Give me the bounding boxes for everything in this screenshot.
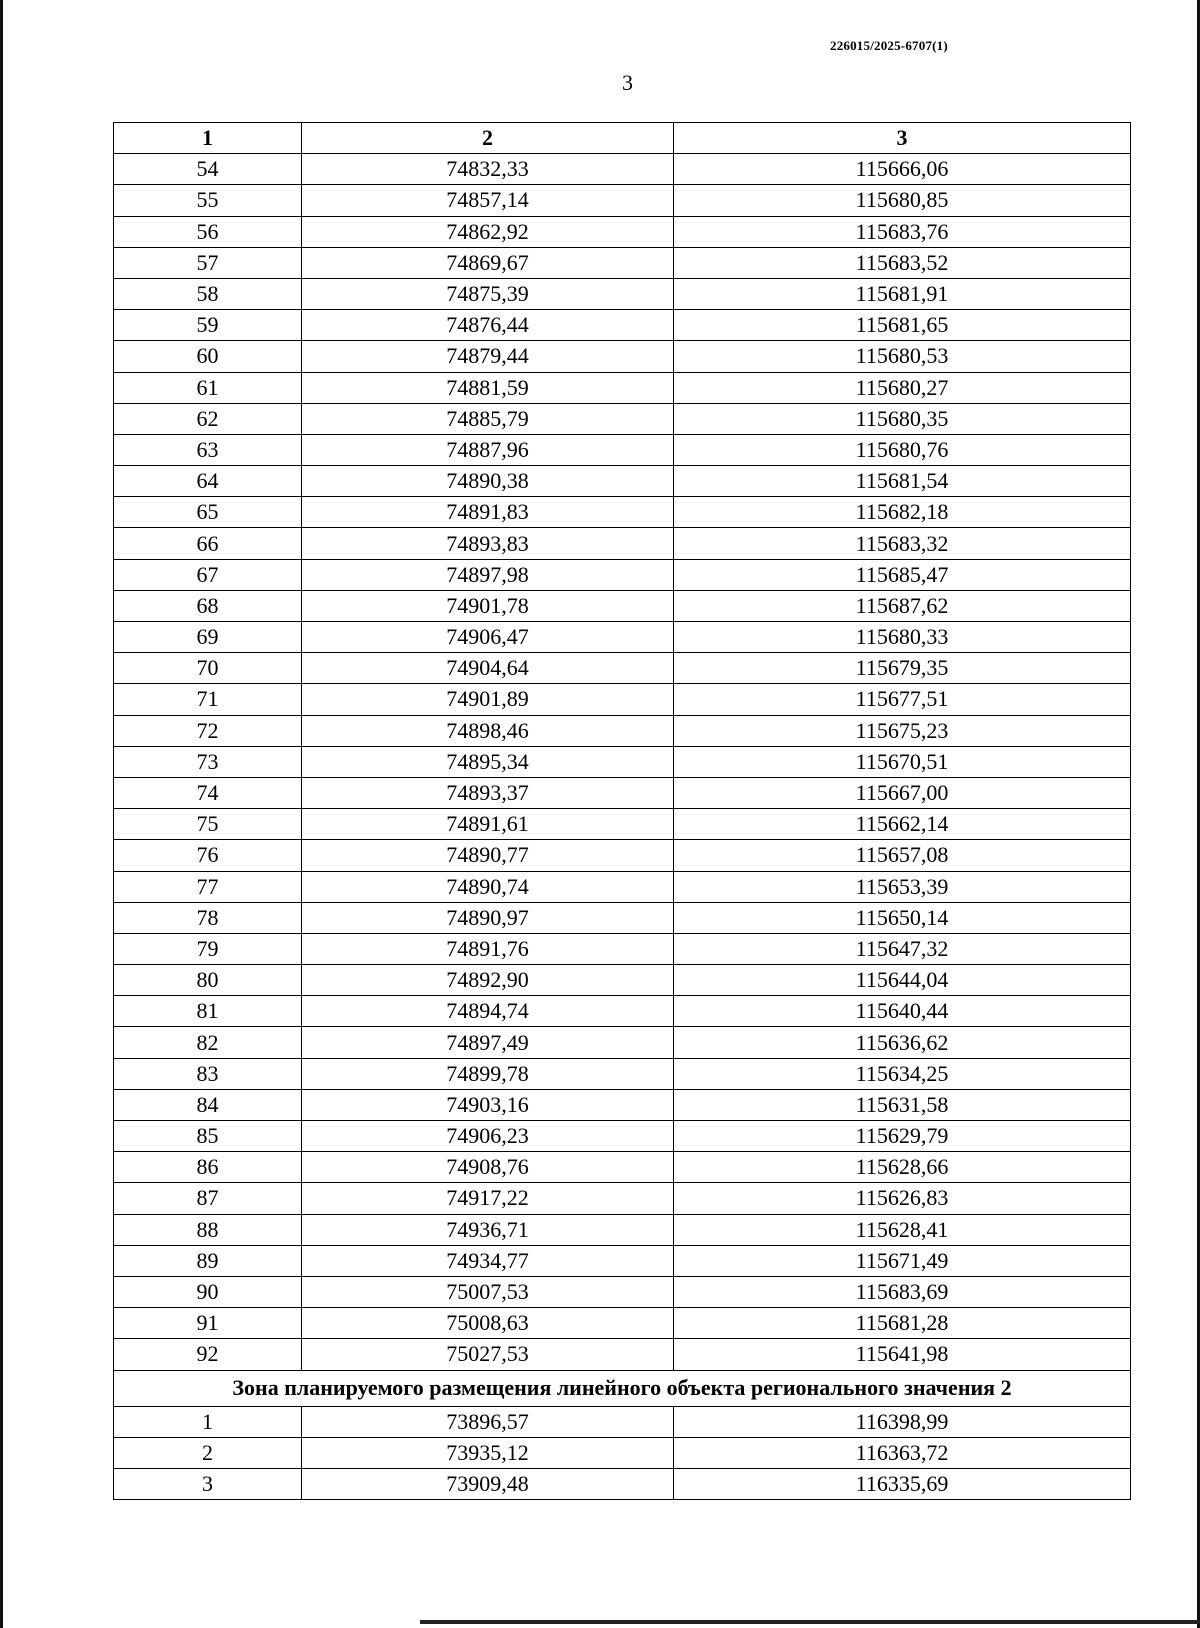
scan-bottom-line	[420, 1620, 1200, 1624]
column-header-x: 2	[302, 123, 674, 154]
table-row	[114, 559, 1131, 590]
cell-coordinate-y: 115670,51	[674, 746, 1131, 777]
cell-coordinate-x: 75008,63	[302, 1308, 674, 1339]
cell-point-number: 88	[114, 1214, 302, 1245]
cell-coordinate-y: 115680,76	[674, 434, 1131, 465]
table-row	[114, 1152, 1131, 1183]
table-row	[114, 653, 1131, 684]
table-row	[114, 1245, 1131, 1276]
cell-coordinate-x: 74901,89	[302, 684, 674, 715]
cell-coordinate-y: 115641,98	[674, 1339, 1131, 1370]
table-row	[114, 590, 1131, 621]
table-row	[114, 310, 1131, 341]
table-row	[114, 871, 1131, 902]
cell-coordinate-y: 115681,28	[674, 1308, 1131, 1339]
zone-heading: Зона планируемого размещения линейного объекта регионального значения 2	[114, 1370, 1131, 1406]
cell-coordinate-x: 73909,48	[302, 1468, 674, 1499]
cell-point-number: 60	[114, 341, 302, 372]
cell-point-number: 81	[114, 996, 302, 1027]
cell-point-number: 54	[114, 154, 302, 185]
cell-coordinate-y: 115681,91	[674, 278, 1131, 309]
cell-coordinate-x: 74934,77	[302, 1245, 674, 1276]
table-header-row	[114, 123, 1131, 154]
cell-coordinate-x: 74857,14	[302, 185, 674, 216]
cell-coordinate-y: 115628,66	[674, 1152, 1131, 1183]
cell-point-number: 92	[114, 1339, 302, 1370]
zone-heading-row	[114, 1370, 1131, 1406]
cell-coordinate-y: 115680,53	[674, 341, 1131, 372]
coordinates-table	[113, 122, 1131, 1500]
cell-coordinate-y: 115671,49	[674, 1245, 1131, 1276]
cell-coordinate-y: 115675,23	[674, 715, 1131, 746]
cell-coordinate-y: 116335,69	[674, 1468, 1131, 1499]
cell-coordinate-x: 74891,83	[302, 497, 674, 528]
cell-coordinate-x: 74890,38	[302, 466, 674, 497]
cell-coordinate-y: 115683,52	[674, 247, 1131, 278]
cell-point-number: 3	[114, 1468, 302, 1499]
cell-coordinate-y: 115628,41	[674, 1214, 1131, 1245]
cell-point-number: 82	[114, 1027, 302, 1058]
cell-point-number: 58	[114, 278, 302, 309]
cell-point-number: 79	[114, 933, 302, 964]
cell-coordinate-y: 115681,65	[674, 310, 1131, 341]
cell-coordinate-x: 74899,78	[302, 1058, 674, 1089]
table-row	[114, 185, 1131, 216]
table-row	[114, 746, 1131, 777]
cell-coordinate-y: 115680,33	[674, 622, 1131, 653]
cell-point-number: 78	[114, 902, 302, 933]
cell-coordinate-y: 116398,99	[674, 1406, 1131, 1437]
table-row	[114, 247, 1131, 278]
table-row	[114, 1308, 1131, 1339]
table-row	[114, 684, 1131, 715]
cell-coordinate-y: 116363,72	[674, 1437, 1131, 1468]
scan-edge-left	[0, 0, 3, 1628]
cell-coordinate-y: 115636,62	[674, 1027, 1131, 1058]
table-row	[114, 1214, 1131, 1245]
cell-coordinate-x: 74890,74	[302, 871, 674, 902]
table-row	[114, 902, 1131, 933]
cell-coordinate-x: 74892,90	[302, 965, 674, 996]
cell-point-number: 89	[114, 1245, 302, 1276]
cell-coordinate-y: 115647,32	[674, 933, 1131, 964]
table-row	[114, 528, 1131, 559]
cell-coordinate-x: 74891,61	[302, 809, 674, 840]
table-row	[114, 1468, 1131, 1499]
cell-coordinate-y: 115644,04	[674, 965, 1131, 996]
cell-coordinate-x: 74897,98	[302, 559, 674, 590]
cell-coordinate-x: 74869,67	[302, 247, 674, 278]
cell-coordinate-y: 115666,06	[674, 154, 1131, 185]
cell-point-number: 76	[114, 840, 302, 871]
cell-coordinate-y: 115640,44	[674, 996, 1131, 1027]
cell-coordinate-x: 74876,44	[302, 310, 674, 341]
cell-point-number: 1	[114, 1406, 302, 1437]
cell-point-number: 63	[114, 434, 302, 465]
cell-coordinate-x: 74881,59	[302, 372, 674, 403]
cell-coordinate-x: 74906,47	[302, 622, 674, 653]
cell-coordinate-y: 115683,76	[674, 216, 1131, 247]
cell-point-number: 66	[114, 528, 302, 559]
cell-coordinate-x: 74897,49	[302, 1027, 674, 1058]
cell-coordinate-y: 115629,79	[674, 1121, 1131, 1152]
cell-coordinate-y: 115680,85	[674, 185, 1131, 216]
cell-coordinate-x: 74887,96	[302, 434, 674, 465]
cell-point-number: 67	[114, 559, 302, 590]
cell-coordinate-x: 75007,53	[302, 1276, 674, 1307]
table-row	[114, 1437, 1131, 1468]
table-row	[114, 341, 1131, 372]
cell-point-number: 77	[114, 871, 302, 902]
cell-coordinate-x: 74832,33	[302, 154, 674, 185]
cell-coordinate-x: 73896,57	[302, 1406, 674, 1437]
cell-coordinate-y: 115677,51	[674, 684, 1131, 715]
cell-coordinate-x: 74875,39	[302, 278, 674, 309]
cell-coordinate-x: 74901,78	[302, 590, 674, 621]
document-id: 226015/2025-6707(1)	[830, 38, 948, 53]
table-row	[114, 434, 1131, 465]
table-row	[114, 1406, 1131, 1437]
table-row	[114, 1276, 1131, 1307]
table-row	[114, 1339, 1131, 1370]
table-row	[114, 1058, 1131, 1089]
cell-coordinate-x: 74895,34	[302, 746, 674, 777]
cell-point-number: 68	[114, 590, 302, 621]
table-row	[114, 777, 1131, 808]
cell-point-number: 87	[114, 1183, 302, 1214]
cell-coordinate-y: 115683,32	[674, 528, 1131, 559]
cell-coordinate-x: 74898,46	[302, 715, 674, 746]
cell-point-number: 86	[114, 1152, 302, 1183]
column-header-y: 3	[674, 123, 1131, 154]
cell-coordinate-y: 115667,00	[674, 777, 1131, 808]
cell-point-number: 72	[114, 715, 302, 746]
cell-coordinate-y: 115680,35	[674, 403, 1131, 434]
table-row	[114, 497, 1131, 528]
cell-coordinate-x: 74890,77	[302, 840, 674, 871]
cell-coordinate-y: 115681,54	[674, 466, 1131, 497]
table-row	[114, 933, 1131, 964]
cell-point-number: 70	[114, 653, 302, 684]
cell-coordinate-x: 74917,22	[302, 1183, 674, 1214]
cell-point-number: 71	[114, 684, 302, 715]
cell-point-number: 74	[114, 777, 302, 808]
table-row	[114, 372, 1131, 403]
cell-coordinate-x: 74893,37	[302, 777, 674, 808]
cell-point-number: 2	[114, 1437, 302, 1468]
table-body	[114, 154, 1131, 1500]
cell-coordinate-x: 74890,97	[302, 902, 674, 933]
cell-coordinate-y: 115687,62	[674, 590, 1131, 621]
cell-coordinate-y: 115631,58	[674, 1089, 1131, 1120]
cell-coordinate-x: 74891,76	[302, 933, 674, 964]
cell-coordinate-x: 74862,92	[302, 216, 674, 247]
table-row	[114, 996, 1131, 1027]
cell-coordinate-y: 115679,35	[674, 653, 1131, 684]
cell-coordinate-x: 74879,44	[302, 341, 674, 372]
cell-coordinate-x: 74906,23	[302, 1121, 674, 1152]
cell-coordinate-y: 115680,27	[674, 372, 1131, 403]
cell-point-number: 84	[114, 1089, 302, 1120]
cell-point-number: 73	[114, 746, 302, 777]
cell-coordinate-y: 115683,69	[674, 1276, 1131, 1307]
cell-point-number: 62	[114, 403, 302, 434]
cell-point-number: 57	[114, 247, 302, 278]
cell-point-number: 91	[114, 1308, 302, 1339]
table-row	[114, 1183, 1131, 1214]
cell-coordinate-x: 73935,12	[302, 1437, 674, 1468]
cell-point-number: 75	[114, 809, 302, 840]
cell-coordinate-x: 74908,76	[302, 1152, 674, 1183]
cell-point-number: 55	[114, 185, 302, 216]
cell-point-number: 59	[114, 310, 302, 341]
cell-point-number: 64	[114, 466, 302, 497]
table-row	[114, 1089, 1131, 1120]
table-row	[114, 1121, 1131, 1152]
cell-coordinate-x: 75027,53	[302, 1339, 674, 1370]
table-row	[114, 1027, 1131, 1058]
table-row	[114, 715, 1131, 746]
cell-coordinate-y: 115657,08	[674, 840, 1131, 871]
table-row	[114, 466, 1131, 497]
cell-point-number: 65	[114, 497, 302, 528]
cell-coordinate-y: 115682,18	[674, 497, 1131, 528]
table-row	[114, 840, 1131, 871]
cell-coordinate-y: 115634,25	[674, 1058, 1131, 1089]
cell-coordinate-y: 115650,14	[674, 902, 1131, 933]
cell-coordinate-y: 115653,39	[674, 871, 1131, 902]
cell-point-number: 61	[114, 372, 302, 403]
cell-coordinate-x: 74885,79	[302, 403, 674, 434]
table-row	[114, 965, 1131, 996]
cell-coordinate-y: 115662,14	[674, 809, 1131, 840]
cell-coordinate-x: 74936,71	[302, 1214, 674, 1245]
table-row	[114, 622, 1131, 653]
cell-point-number: 85	[114, 1121, 302, 1152]
page-number: 3	[622, 70, 633, 95]
cell-point-number: 69	[114, 622, 302, 653]
cell-coordinate-x: 74893,83	[302, 528, 674, 559]
table-row	[114, 154, 1131, 185]
cell-coordinate-x: 74894,74	[302, 996, 674, 1027]
table-row	[114, 216, 1131, 247]
table-row	[114, 809, 1131, 840]
cell-point-number: 90	[114, 1276, 302, 1307]
table-row	[114, 403, 1131, 434]
cell-coordinate-x: 74903,16	[302, 1089, 674, 1120]
cell-point-number: 80	[114, 965, 302, 996]
column-header-number: 1	[114, 123, 302, 154]
cell-coordinate-x: 74904,64	[302, 653, 674, 684]
cell-point-number: 83	[114, 1058, 302, 1089]
cell-coordinate-y: 115685,47	[674, 559, 1131, 590]
cell-point-number: 56	[114, 216, 302, 247]
cell-coordinate-y: 115626,83	[674, 1183, 1131, 1214]
table-row	[114, 278, 1131, 309]
